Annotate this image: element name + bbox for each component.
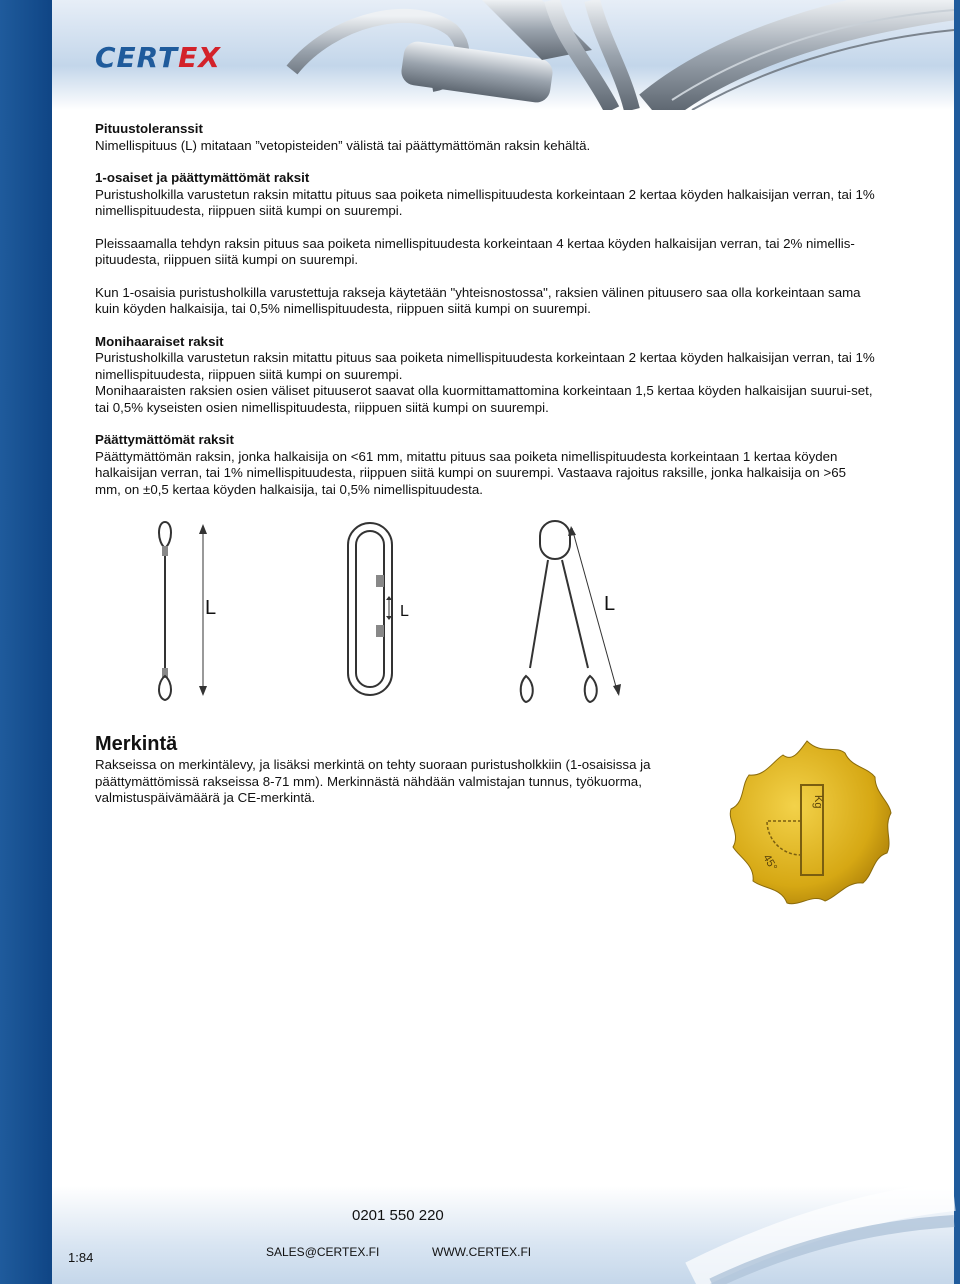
left-blue-bar bbox=[0, 0, 52, 1284]
endless-sling-diagram bbox=[345, 520, 405, 700]
length-label: L bbox=[604, 593, 616, 615]
section-heading: Pituustoleranssit bbox=[95, 121, 203, 136]
paragraph: Puristusholkilla varustetun raksin mitattu pituus saa poiketa nimellispituudesta korkeintaan 2 kertaa köyden halkaisijan verran, tai 1% nimellispituudesta, riippuen siitä kumpi on suurempi. bbox=[95, 350, 875, 382]
tag-unit-label: Kg bbox=[812, 795, 824, 809]
identification-tag bbox=[717, 737, 897, 917]
paragraph: Monihaaraisten raksien osien väliset pituuserot saavat olla kuormittamattomina korkeintaan 1,5 kertaa köyden halkaisijan suurui-set, tai 0,5% kyseisten osien nimellispituudesta, riippuen siitä kumpi on suurempi. bbox=[95, 383, 873, 415]
merkinta-title: Merkintä bbox=[95, 733, 178, 755]
right-blue-bar bbox=[954, 0, 960, 1284]
tag-angle-label: 45° bbox=[760, 852, 780, 873]
page-number: 1:84 bbox=[68, 1250, 94, 1265]
paragraph: Pleissaamalla tehdyn raksin pituus saa poiketa nimellispituudesta korkeintaan 4 kertaa köyden halkaisijan verran, tai 2% nimellis-pituudesta, riippuen siitä kumpi on suurempi. bbox=[95, 235, 855, 267]
footer-website-link[interactable]: WWW.CERTEX.FI bbox=[432, 1245, 532, 1259]
section-heading: Päättymättömät raksit bbox=[95, 432, 234, 447]
section-heading: Monihaaraiset raksit bbox=[95, 333, 224, 349]
main-content bbox=[95, 121, 875, 498]
footer-phone: 0201 550 220 bbox=[352, 1207, 444, 1224]
paragraph: Päättymättömän raksin, jonka halkaisija on <61 mm, mitattu pituus saa poiketa nimellispituudesta korkeintaan 1 kertaa köyden halkaisijan verran, tai 1% nimellispituudesta, riippuen siitä kumpi on suurempi. Vastaava rajoitus raksille, jonka halkaisija on >65 mm, on ±0,5 kertaa köyden halkaisija, tai 0,5% nimellispituudesta. bbox=[95, 448, 847, 497]
merkinta-text: Rakseissa on merkintälevy, ja lisäksi merkintä on tehty suoraan puristusholkkiin (1-osaisissa ja päättymättömissä rakseissa 8-71 mm). Merkinnästä nähdään valmistajan tunnus, työkuorma, valmistuspäivämäärä ja CE-merkintä. bbox=[95, 757, 651, 805]
paragraph: Kun 1-osaisia puristusholkilla varustettuja rakseja käytetään "yhteisnostossa", raksien välinen pituusero saa olla korkeintaan sama kuin köyden halkaisija, tai 0,5% nimellispituudesta, riippuen siitä kumpi on suurempi. bbox=[95, 284, 861, 316]
section-heading: 1-osaiset ja päättymättömät raksit bbox=[95, 170, 310, 185]
certex-logo: CERTEX bbox=[95, 41, 221, 74]
wire-rope-photo bbox=[292, 0, 954, 110]
footer-rope-photo bbox=[692, 1186, 954, 1284]
footer-email-link[interactable]: SALES@CERTEX.FI bbox=[266, 1245, 380, 1259]
length-label: L bbox=[205, 597, 217, 619]
paragraph: Nimellispituus (L) mitataan ”vetopisteiden” välistä tai päättymättömän raksin kehältä. bbox=[95, 137, 591, 153]
length-label: L bbox=[400, 603, 409, 620]
footer-band bbox=[52, 1186, 954, 1284]
paragraph: Puristusholkilla varustetun raksin mitattu pituus saa poiketa nimellispituudesta korkeintaan 2 kertaa köyden halkaisijan verran, tai 1% nimellispituudesta, riippuen siitä kumpi on suurempi. bbox=[95, 186, 875, 218]
